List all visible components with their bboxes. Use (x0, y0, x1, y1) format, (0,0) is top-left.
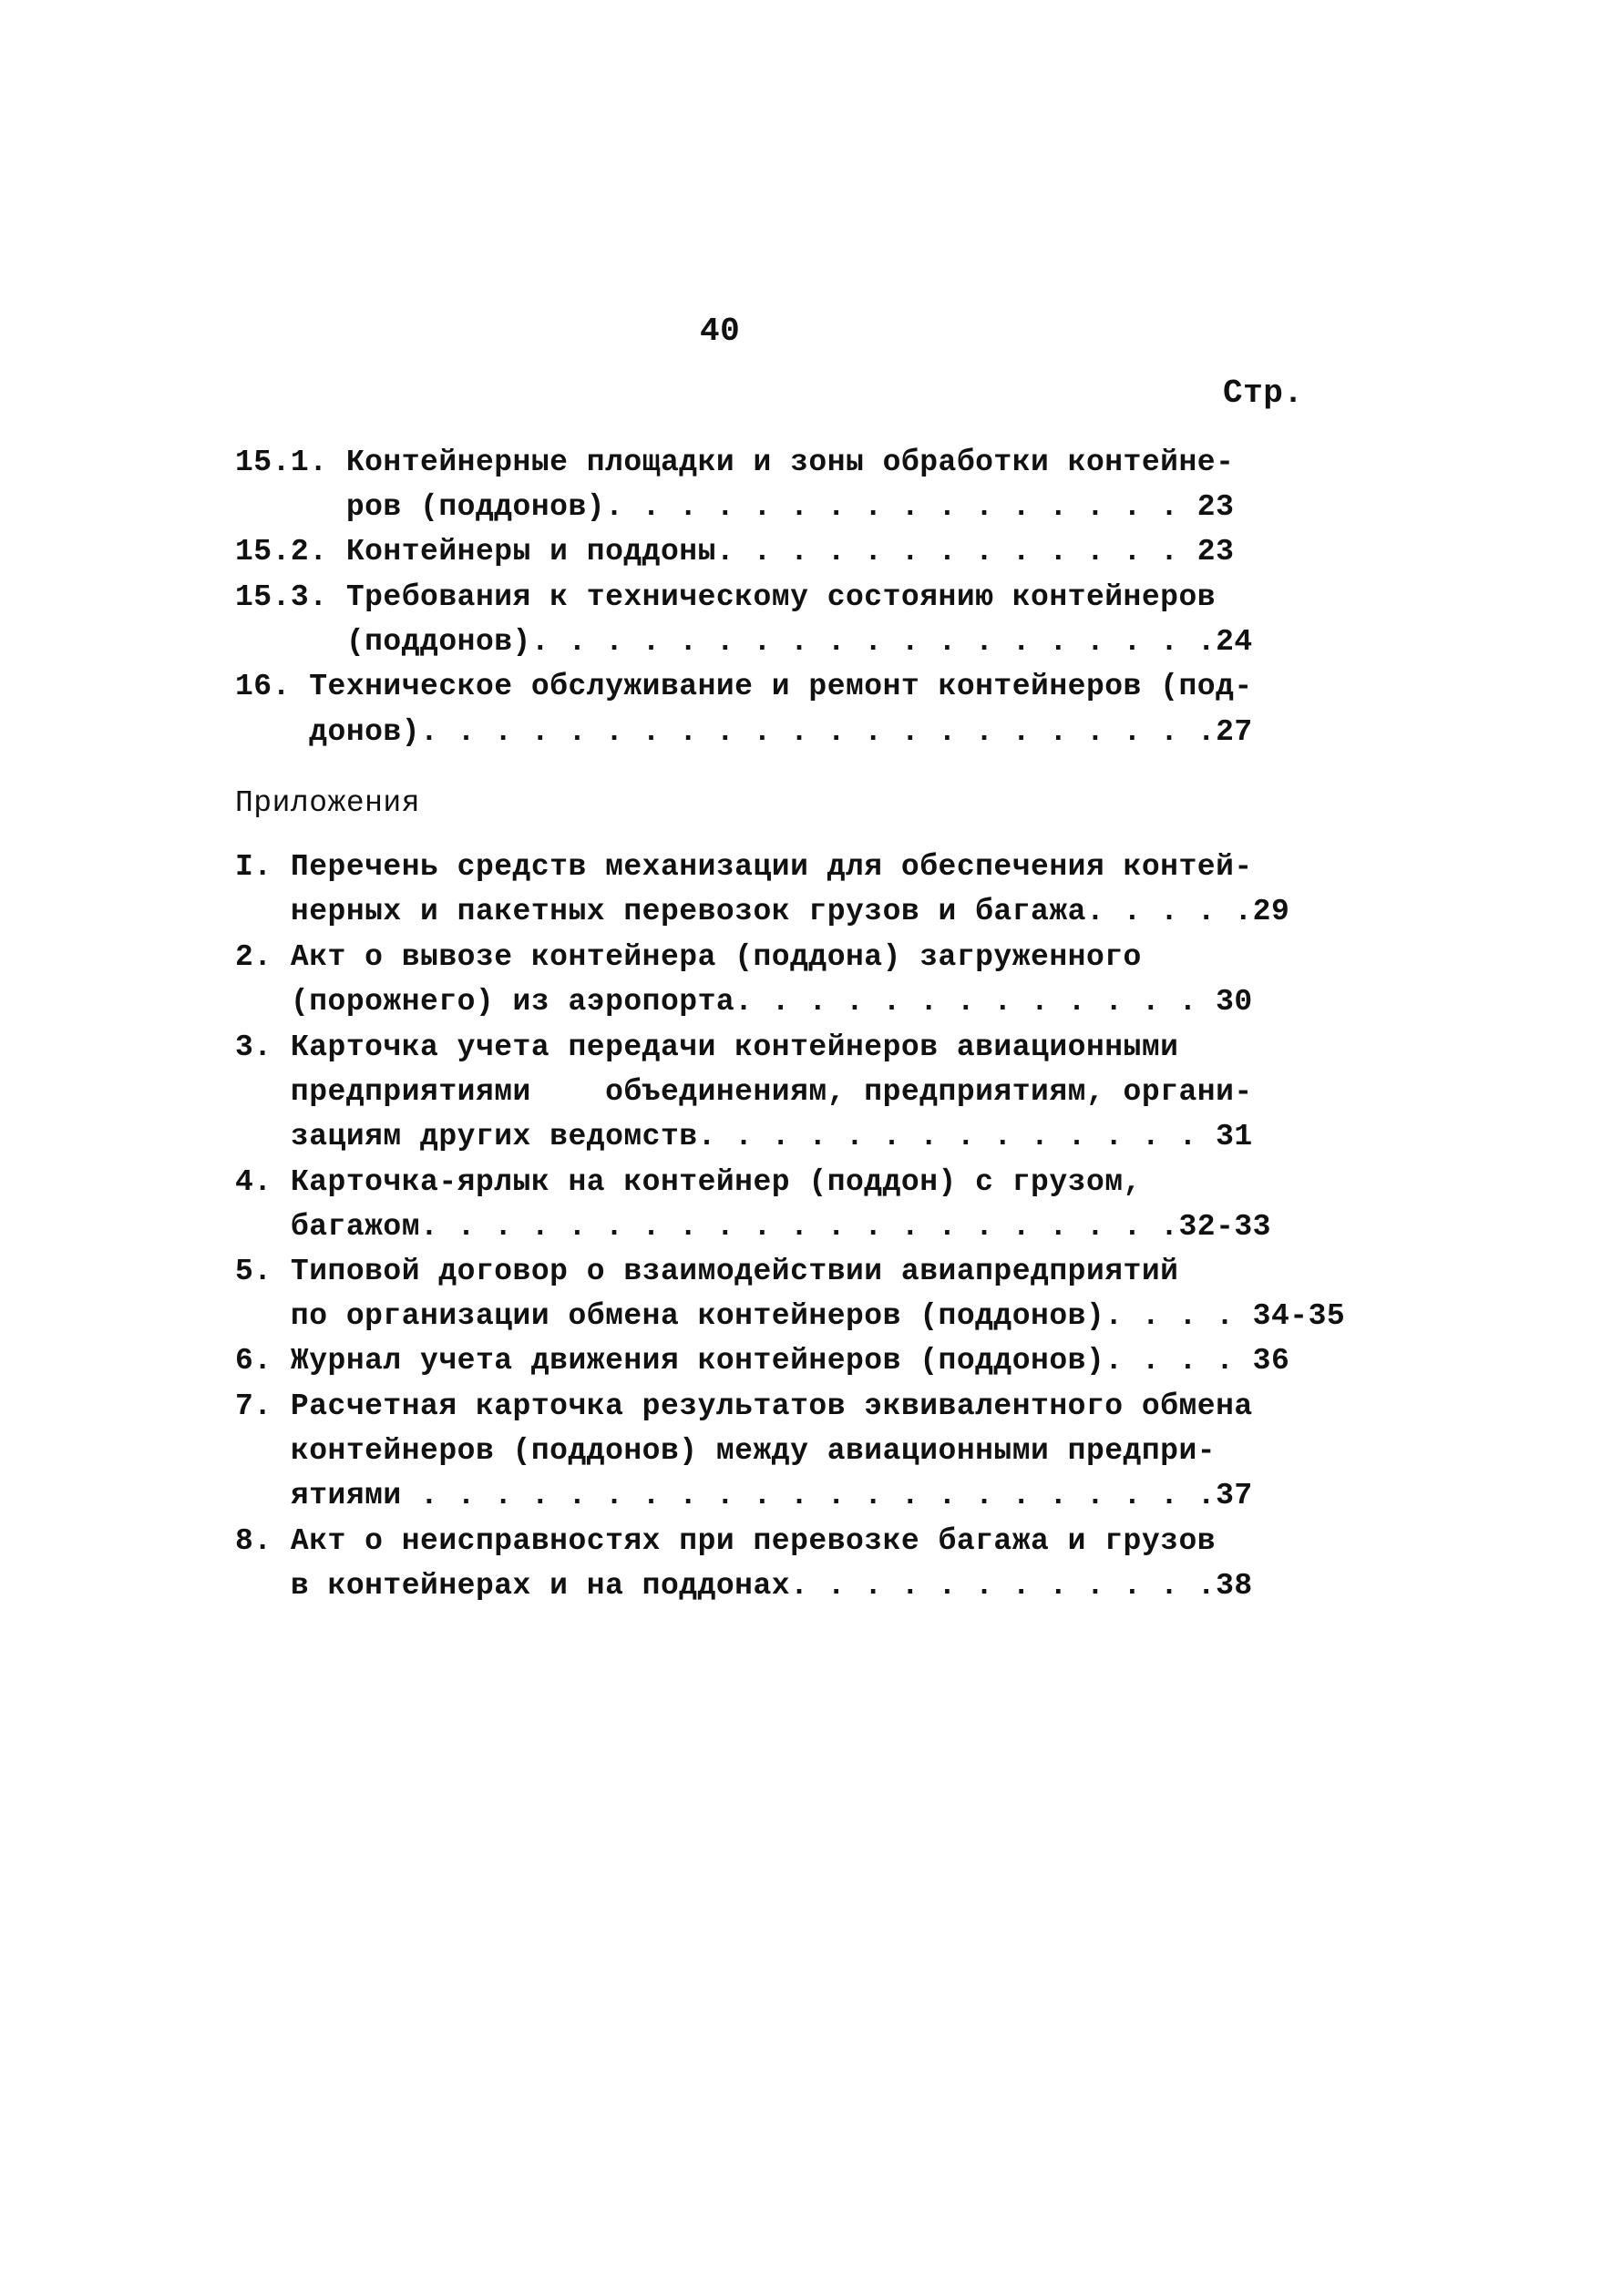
appendix-3-line-c: зациям других ведомств. . . . . . . . . . . . . . 31 (235, 1120, 1253, 1153)
appendix-1-line-b: нерных и пакетных перевозок грузов и багажа. . . . .29 (235, 895, 1290, 928)
toc-line-15-2: 15.2. Контейнеры и поддоны. . . . . . . . . . . . . 23 (235, 535, 1235, 569)
appendix-4-line-a: 4. Карточка-ярлык на контейнер (поддон) с грузом, (235, 1165, 1142, 1199)
toc-line-15-3-a: 15.3. Требования к техническому состоянию контейнеров (235, 580, 1217, 614)
appendix-3-line-b: предприятиями объединениям, предприятиям, органи- (235, 1075, 1253, 1109)
appendix-6-line: 6. Журнал учета движения контейнеров (поддонов). . . . 36 (235, 1344, 1290, 1378)
toc-line-15-1-b: ров (поддонов). . . . . . . . . . . . . . . . 23 (235, 490, 1235, 524)
toc-line-16-b: донов). . . . . . . . . . . . . . . . . . . . . .27 (235, 715, 1253, 749)
appendices-heading: Приложения (235, 786, 421, 820)
appendix-5-line-a: 5. Типовой договор о взаимодействии авиапредприятий (235, 1255, 1179, 1288)
appendix-7-line-a: 7. Расчетная карточка результатов эквивалентного обмена (235, 1389, 1253, 1423)
appendix-7-line-b: контейнеров (поддонов) между авиационными предпри- (235, 1434, 1217, 1468)
appendix-2-line-a: 2. Акт о вывозе контейнера (поддона) загруженного (235, 940, 1142, 974)
toc-line-16-a: 16. Техническое обслуживание и ремонт контейнеров (под- (235, 670, 1253, 703)
appendix-1-line-a: I. Перечень средств механизации для обеспечения контей- (235, 850, 1253, 884)
appendix-7-line-c: ятиями . . . . . . . . . . . . . . . . . . . . . .37 (235, 1479, 1253, 1512)
page-column-heading: Стр. (1223, 374, 1304, 412)
appendix-4-line-b: багажом. . . . . . . . . . . . . . . . . . . . .32-33 (235, 1210, 1271, 1244)
toc-line-15-1-a: 15.1. Контейнерные площадки и зоны обработки контейне- (235, 446, 1235, 479)
appendix-8-line-b: в контейнерах и на поддонах. . . . . . . . . . . .38 (235, 1569, 1253, 1603)
page-number: 40 (700, 313, 741, 350)
appendix-2-line-b: (порожнего) из аэропорта. . . . . . . . . . . . . 30 (235, 985, 1253, 1019)
appendix-5-line-b: по организации обмена контейнеров (поддонов). . . . 34-35 (235, 1299, 1346, 1333)
appendix-8-line-a: 8. Акт о неисправностях при перевозке багажа и грузов (235, 1524, 1217, 1558)
appendix-3-line-a: 3. Карточка учета передачи контейнеров авиационными (235, 1030, 1179, 1064)
toc-line-15-3-b: (поддонов). . . . . . . . . . . . . . . . . . .24 (235, 625, 1253, 659)
